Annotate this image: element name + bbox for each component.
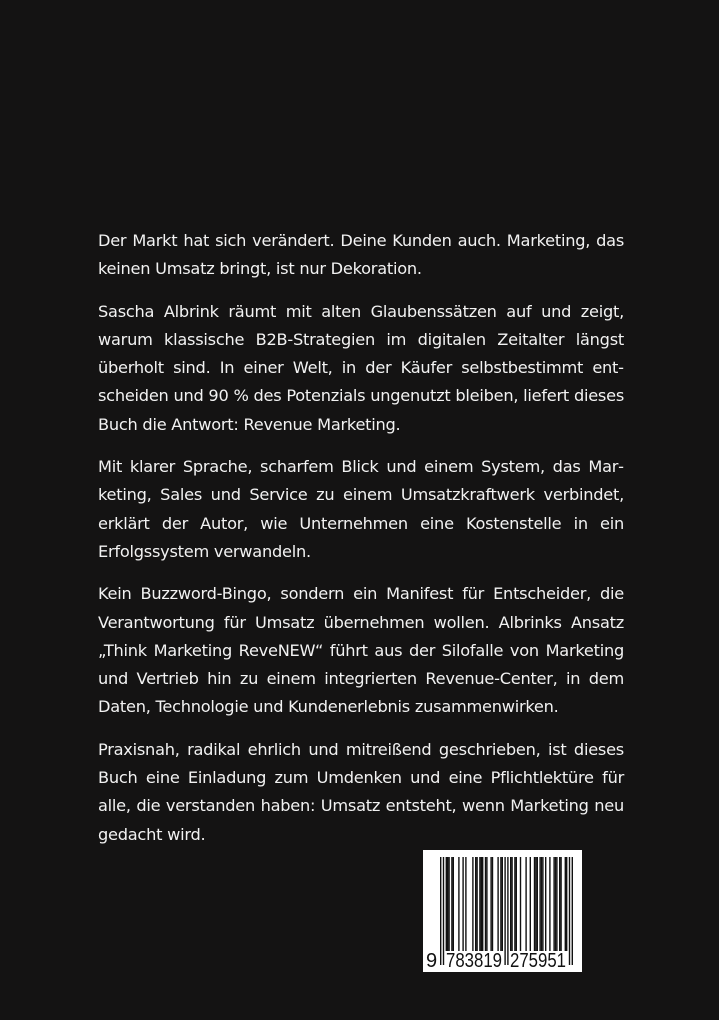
blurb-paragraph-4: Kein Buzzword-Bingo, sondern ein Manifest für Entscheider, die Verantwortung für Umsatz übernehmen wollen. Albrinks Ansatz „Think Marketing ReveNEW“ führt aus der Silofalle von Marketing und Vertrieb hin zu einem integrierten Revenue-Center, in dem Daten, Technologie und Kundenerlebnis zusammenwirken. [98, 584, 624, 717]
barcode-bars-icon [423, 850, 582, 972]
blurb-paragraph-1: Der Markt hat sich verändert. Deine Kunden auch. Marketing, das keinen Umsatz bringt, ist nur Dekoration. [98, 231, 624, 279]
back-cover-blurb [98, 227, 624, 863]
blurb-paragraph-5: Praxisnah, radikal ehrlich und mitreißend geschrieben, ist dieses Buch eine Einladung zum Umdenken und eine Pflichtlektüre für alle, die verstanden haben: Umsatz entsteht, wenn Marketing neu gedacht wird. [98, 739, 624, 844]
barcode-left-digits: 783819 [446, 950, 502, 972]
blurb-paragraph-3: Mit klarer Sprache, scharfem Blick und einem System, das Marketing, Sales und Service zu einem Umsatzkraftwerk verbindet, erklärt der Autor, wie Unternehmen eine Kostenstelle in ein Erfolgssystem verwandeln. [98, 457, 624, 561]
barcode-first-digit: 9 [426, 950, 438, 972]
blurb-paragraph-2: Sascha Albrink räumt mit alten Glaubenssätzen auf und zeigt, warum klassische B2B-Strategien im digitalen Zeitalter längst überholt sind. In einer Welt, in der Käufer selbstbestimmt entscheiden und 90 % des Potenzials ungenutzt bleiben, liefert dieses Buch die Antwort: Revenue Marketing. [98, 301, 624, 434]
isbn-barcode [423, 850, 582, 972]
barcode-right-digits: 275951 [510, 950, 566, 972]
